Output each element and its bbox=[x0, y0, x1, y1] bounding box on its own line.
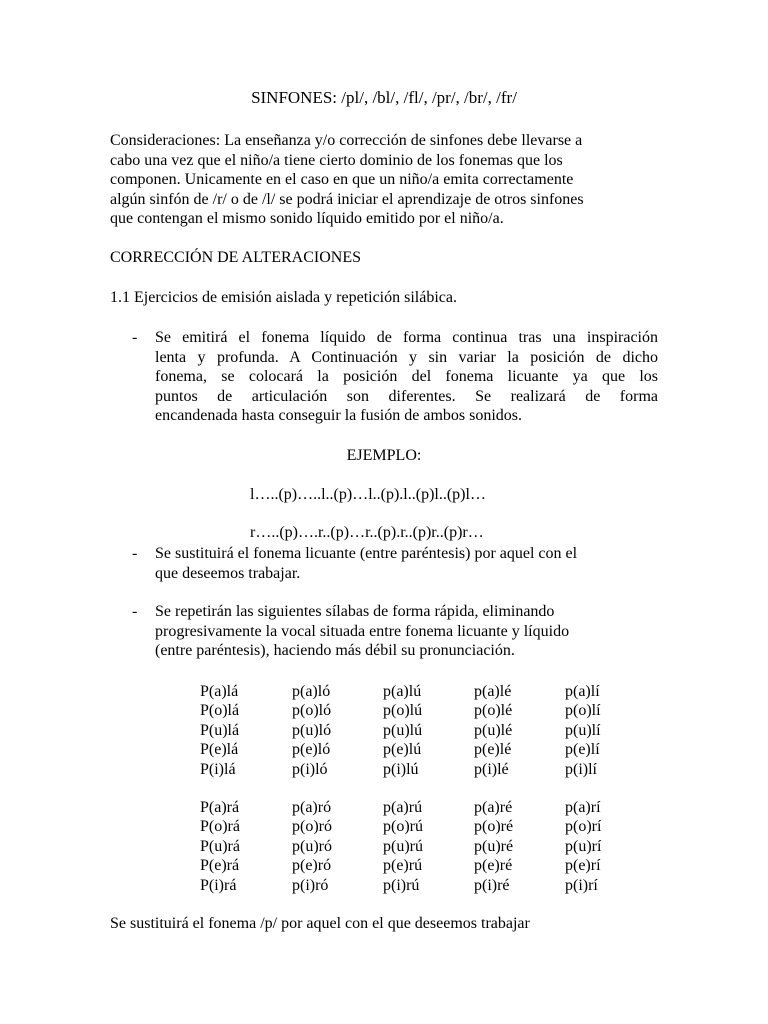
syllable-cell: p(e)ló bbox=[292, 741, 331, 759]
syllable-cell: p(o)ré bbox=[474, 818, 514, 836]
syllable-cell: P(o)rá bbox=[200, 818, 240, 836]
syllable-cell: p(e)rí bbox=[565, 857, 601, 875]
bullet-marker: - bbox=[132, 603, 138, 620]
syllable-cell: p(e)ré bbox=[474, 857, 513, 875]
bullet-marker: - bbox=[132, 329, 138, 346]
ejemplo-sequence-r: r…..(p)….r..(p)…r..(p).r..(p)r..(p)r… bbox=[250, 524, 484, 541]
syllable-cell: p(u)rú bbox=[383, 837, 423, 855]
syllable-cell: P(a)lá bbox=[200, 683, 239, 700]
syllable-cell: P(e)lá bbox=[200, 741, 239, 759]
syllable-cell: p(o)ló bbox=[292, 702, 332, 720]
syllable-cell: P(i)rá bbox=[200, 876, 237, 894]
syllable-cell: p(o)ró bbox=[292, 818, 332, 836]
syllable-cell: p(a)rí bbox=[565, 799, 601, 816]
ejemplo-sequence-l: l…..(p)…..l..(p)…l..(p).l..(p)l..(p)l… bbox=[250, 486, 486, 503]
syllable-cell: p(i)rí bbox=[565, 876, 598, 894]
syllable-cell: P(u)lá bbox=[200, 721, 240, 739]
bullet-line: puntos de articulación son diferentes. Se realizará de forma bbox=[155, 387, 658, 405]
syllable-cell: p(u)ré bbox=[474, 837, 514, 855]
syllable-cell: p(i)ró bbox=[292, 876, 329, 894]
bullet-line: que deseemos trabajar. bbox=[155, 564, 301, 582]
syllable-cell: p(a)ró bbox=[292, 799, 332, 816]
bullet-line: fonema, se colocará la posición del fonema licuante ya que los bbox=[155, 368, 658, 385]
bullet-marker: - bbox=[132, 545, 138, 562]
syllable-cell: p(a)lí bbox=[565, 683, 600, 700]
bullet-line: Se sustituirá el fonema licuante (entre paréntesis) por aquel con el bbox=[155, 545, 578, 562]
bullet-item-repeticion bbox=[155, 602, 658, 661]
syllable-cell: p(i)lí bbox=[565, 760, 597, 778]
syllable-cell: p(o)lé bbox=[474, 702, 513, 720]
syllable-cell: p(a)rú bbox=[383, 799, 423, 816]
syllable-cell: P(a)rá bbox=[200, 799, 240, 816]
syllable-cell: p(a)ré bbox=[474, 799, 513, 816]
syllable-cell: p(e)lé bbox=[474, 741, 512, 759]
bullet-line: encandenada hasta conseguir la fusión de ambos sonidos. bbox=[155, 407, 523, 424]
syllable-cell: p(u)lé bbox=[474, 721, 513, 739]
syllable-cell: P(i)lá bbox=[200, 760, 236, 778]
bullet-line: (entre paréntesis), haciendo más débil su pronunciación. bbox=[155, 642, 515, 659]
consideraciones-line: cabo una vez que el niño/a tiene cierto dominio de los fonemas que los bbox=[110, 151, 563, 169]
syllable-cell: p(i)rú bbox=[383, 876, 420, 894]
syllable-cell: p(i)lé bbox=[474, 760, 509, 778]
syllable-cell: p(e)rú bbox=[383, 857, 423, 875]
syllable-cell: p(o)rí bbox=[565, 818, 602, 836]
consideraciones-line: Consideraciones: La enseñanza y/o corrección de sinfones debe llevarse a bbox=[110, 132, 583, 149]
bullet-item-sustitucion bbox=[155, 544, 658, 583]
syllable-cell: p(o)rú bbox=[383, 818, 423, 836]
syllable-cell: P(e)rá bbox=[200, 857, 240, 875]
syllable-cell: p(u)lí bbox=[565, 721, 601, 739]
bullet-item-emision bbox=[155, 328, 658, 426]
section-heading: CORRECCIÓN DE ALTERACIONES bbox=[110, 249, 361, 266]
syllable-cell: p(i)lú bbox=[383, 760, 419, 778]
syllable-cell: p(u)lú bbox=[383, 721, 423, 739]
consideraciones-line: que contengan el mismo sonido líquido emitido por el niño/a. bbox=[110, 210, 504, 227]
syllable-cell: P(u)rá bbox=[200, 837, 240, 855]
syllable-cell: p(a)lé bbox=[474, 683, 512, 700]
consideraciones-line: componen. Unicamente en el caso en que un niño/a emita correctamente bbox=[110, 171, 574, 188]
bullet-line: Se emitirá el fonema líquido de forma continua tras una inspiración bbox=[155, 329, 658, 346]
syllable-cell: p(o)lú bbox=[383, 702, 423, 720]
syllable-cell: p(e)ró bbox=[292, 857, 332, 875]
ejemplo-label: EJEMPLO: bbox=[346, 447, 422, 464]
bullet-line: Se repetirán las siguientes sílabas de forma rápida, eliminando bbox=[155, 603, 555, 620]
subsection-heading: 1.1 Ejercicios de emisión aislada y repetición silábica. bbox=[110, 289, 457, 306]
syllable-cell: p(u)ró bbox=[292, 837, 332, 855]
syllable-cell: P(o)lá bbox=[200, 702, 240, 720]
consideraciones-line: algún sinfón de /r/ o de /l/ se podrá iniciar el aprendizaje de otros sinfones bbox=[110, 190, 584, 208]
syllable-cell: p(o)lí bbox=[565, 702, 601, 720]
syllable-cell: p(u)rí bbox=[565, 837, 602, 855]
document-title: SINFONES: /pl/, /bl/, /fl/, /pr/, /br/, /fr/ bbox=[251, 88, 517, 107]
syllable-cell: p(a)ló bbox=[292, 683, 331, 700]
footer-note: Se sustituirá el fonema /p/ por aquel con el que deseemos trabajar bbox=[110, 915, 530, 932]
consideraciones-paragraph bbox=[110, 131, 650, 229]
syllable-cell: p(a)lú bbox=[383, 683, 422, 700]
bullet-line: progresivamente la vocal situada entre fonema licuante y líquido bbox=[155, 622, 570, 640]
syllable-cell: p(u)ló bbox=[292, 721, 332, 739]
syllable-cell: p(i)ló bbox=[292, 760, 328, 778]
syllable-cell: p(i)ré bbox=[474, 876, 510, 894]
bullet-line: lenta y profunda. A Continuación y sin variar la posición de dicho bbox=[155, 348, 658, 366]
syllable-cell: p(e)lú bbox=[383, 741, 422, 759]
syllable-cell: p(e)lí bbox=[565, 741, 600, 759]
